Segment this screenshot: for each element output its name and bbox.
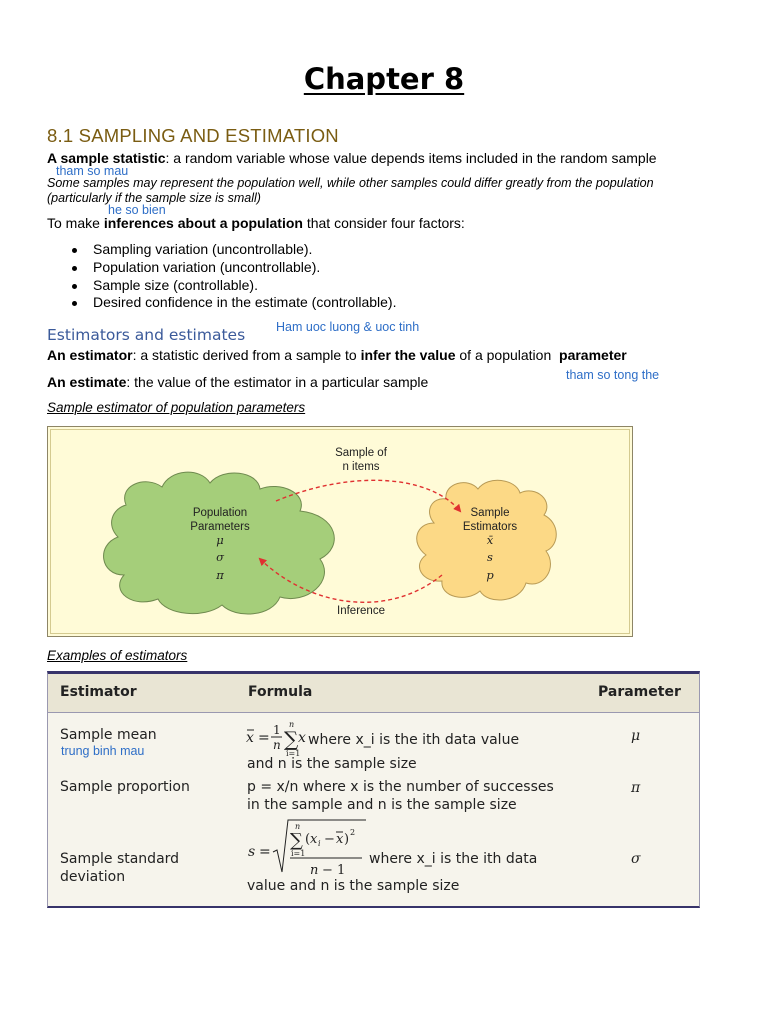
mean-formula <box>246 716 576 758</box>
row-sample-mean-label: Sample mean <box>60 727 157 743</box>
diagram-bottom-label: Inference <box>337 605 385 617</box>
param-mu: μ <box>631 728 641 744</box>
population-symbol-pi: π <box>216 568 224 582</box>
svg-text:n: n <box>310 863 319 878</box>
estimate-definition <box>47 374 428 390</box>
population-label-2: Parameters <box>190 521 250 533</box>
sample-label-1: Sample <box>470 507 510 519</box>
caption-sample-estimator: Sample estimator of population parameters <box>47 400 306 415</box>
diagram-top-label-2: n items <box>342 461 380 473</box>
estimator-text2: of a population <box>455 347 556 363</box>
population-symbol-mu: μ <box>216 533 224 547</box>
header-parameter: Parameter <box>598 684 681 700</box>
inference-bold: inferences about a population <box>103 215 303 231</box>
annotation-he-so-bien: he so bien <box>108 203 166 217</box>
population-symbol-sigma: σ <box>216 550 224 564</box>
list-item: Population variation (uncontrollable). <box>70 259 397 277</box>
svg-text:x: x <box>336 832 344 847</box>
list-item: Desired confidence in the estimate (controllable). <box>70 294 397 312</box>
estimator-term: An estimator <box>47 347 133 363</box>
svg-text:n: n <box>295 822 301 831</box>
sample-statistic-definition <box>47 150 657 166</box>
svg-text:(: ( <box>305 832 311 847</box>
list-item: Sampling variation (uncontrollable). <box>70 241 397 259</box>
estimator-definition <box>47 347 627 363</box>
table-header <box>48 674 699 713</box>
section-heading: 8.1 SAMPLING AND ESTIMATION <box>47 125 339 146</box>
svg-text:∑: ∑ <box>284 727 299 751</box>
row-sample-sd-label-2: deviation <box>60 869 126 885</box>
param-sigma: σ <box>631 851 641 867</box>
sd-formula-line2: value and n is the sample size <box>247 878 460 894</box>
svg-text:n: n <box>273 738 281 752</box>
samples-note: Some samples may represent the population well, while other samples could differ greatly from the population (particularly if the sample size is small) <box>47 176 654 205</box>
caption-examples: Examples of estimators <box>47 648 188 663</box>
estimator-text1: : a statistic derived from a sample to <box>132 347 361 363</box>
header-formula: Formula <box>248 684 313 700</box>
svg-text:x: x <box>298 730 306 746</box>
svg-text:s: s <box>248 844 256 860</box>
list-item: Sample size (controllable). <box>70 277 397 295</box>
estimator-bold: infer the value <box>360 347 456 363</box>
diagram-svg <box>48 427 632 636</box>
svg-text:2: 2 <box>350 828 356 837</box>
svg-text:−: − <box>324 832 335 847</box>
factors-list <box>70 241 397 312</box>
estimate-term: An estimate <box>47 374 127 390</box>
sd-formula-text: where x_i is the ith data <box>369 851 538 867</box>
estimate-text: : the value of the estimator in a particular sample <box>126 374 429 390</box>
row-sample-sd-label-1: Sample standard <box>60 851 180 867</box>
sample-label-2: Estimators <box>462 521 518 533</box>
svg-text:n: n <box>289 720 295 729</box>
param-pi: π <box>631 780 641 796</box>
svg-text:∑: ∑ <box>290 830 303 851</box>
estimator-param: parameter <box>559 347 627 363</box>
estimators-table <box>47 671 700 908</box>
svg-text:=: = <box>259 844 271 860</box>
inference-suffix: that consider four factors: <box>302 215 465 231</box>
sd-formula-math <box>246 816 368 878</box>
svg-text:x: x <box>246 730 254 746</box>
sample-symbol-xbar: x̄ <box>486 533 494 547</box>
proportion-formula-line1: p = x/n where x is the number of successes <box>247 779 554 795</box>
sd-formula <box>246 816 606 876</box>
annotation-ham-uoc-luong: Ham uoc luong & uoc tinh <box>276 320 420 334</box>
mean-formula-math <box>246 716 306 758</box>
row-sample-proportion-label: Sample proportion <box>60 779 190 795</box>
mean-formula-text: where x_i is the ith data value <box>308 732 520 748</box>
sample-statistic-text: : a random variable whose value depends items included in the random sample <box>165 150 657 166</box>
sampling-diagram <box>47 426 633 637</box>
svg-text:1: 1 <box>273 723 281 737</box>
inference-prefix: To make <box>47 215 104 231</box>
mean-formula-line2: and n is the sample size <box>247 756 417 772</box>
population-label-1: Population <box>192 507 248 519</box>
annotation-trung-binh-mau: trung binh mau <box>61 744 145 758</box>
svg-text:=: = <box>258 730 270 746</box>
sample-symbol-p: p <box>486 568 494 582</box>
proportion-formula-line2: in the sample and n is the sample size <box>247 797 517 813</box>
svg-text:− 1: − 1 <box>322 863 346 878</box>
annotation-tham-so-mau: tham so mau <box>56 164 129 178</box>
sample-symbol-s: s <box>487 550 493 564</box>
annotation-tham-so-tong-the: tham so tong the <box>566 368 660 382</box>
svg-text:i: i <box>318 839 321 848</box>
svg-text:x: x <box>310 832 318 847</box>
subheading-estimators: Estimators and estimates <box>47 326 246 344</box>
inference-sentence <box>47 215 465 231</box>
svg-text:i=1: i=1 <box>291 849 306 858</box>
svg-text:): ) <box>344 832 350 847</box>
sample-statistic-term: A sample statistic <box>47 150 166 166</box>
header-estimator: Estimator <box>60 684 137 700</box>
page-title: Chapter 8 <box>303 62 465 96</box>
svg-text:i=1: i=1 <box>286 749 301 758</box>
diagram-top-label-1: Sample of <box>335 447 387 459</box>
